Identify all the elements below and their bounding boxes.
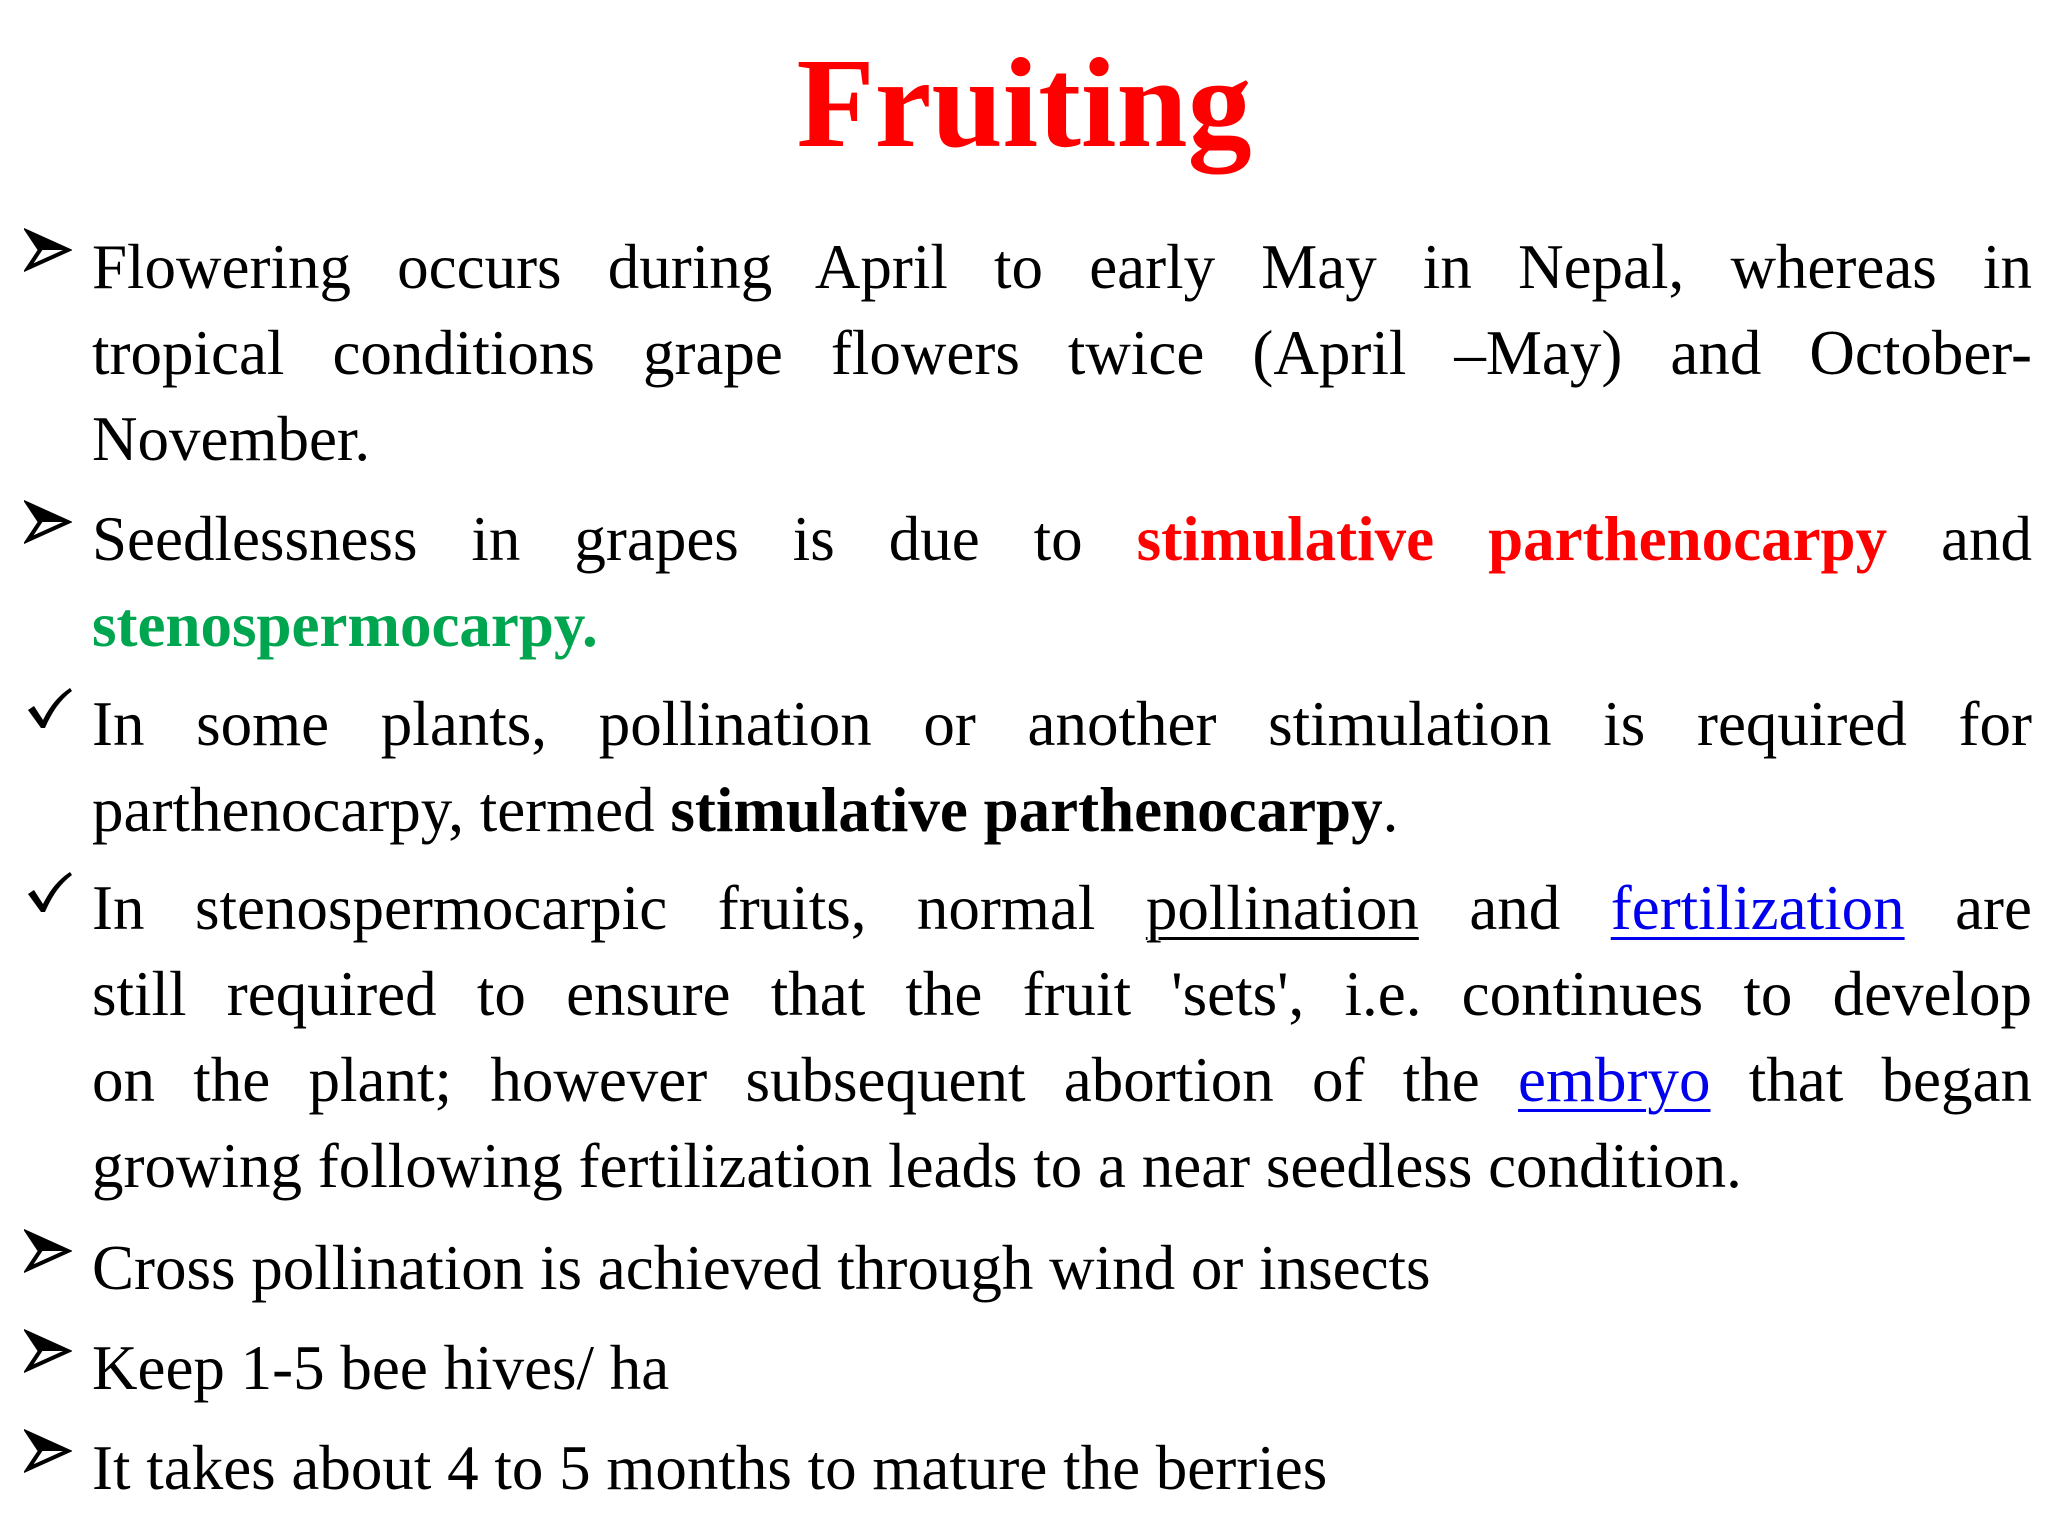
bullet-text: that began [1710,1045,2032,1115]
bullet-item [92,224,2032,482]
bullet-text-line [92,496,2032,582]
fertilization-link[interactable]: fertilization [1610,873,1905,943]
bullet-text-line: Keep 1-5 bee hives/ ha [92,1333,670,1403]
bullet-text: are [1904,873,2032,943]
bullet-item [92,681,2032,853]
bullet-item [92,865,2032,1209]
bullet-text-line [92,767,2032,853]
bullet-text-line: Flowering occurs during April to early May in Nepal, whereas in [92,232,2032,302]
bullet-text: Seedlessness in grapes is due to [92,504,1137,574]
bullet-text: . [1382,775,1399,845]
arrow-icon [24,1327,84,1375]
arrow-icon [24,498,84,546]
bullet-text: and [1887,504,2033,574]
underlined-term: pollination [1145,873,1419,943]
check-icon [24,868,84,918]
bullet-text-line: tropical conditions grape flowers twice (April –May) and October- [92,318,2032,388]
bullet-text-line [92,865,2032,951]
arrow-icon [24,226,84,274]
bullet-text-line: still required to ensure that the fruit 'sets', i.e. continues to develop [92,959,2032,1029]
bullet-text-line: November. [92,404,371,474]
highlight-term-red: stimulative parthenocarpy [1136,504,1888,574]
bold-term: stimulative parthenocarpy [670,775,1383,845]
bullet-text-line: Cross pollination is achieved through wind or insects [92,1233,1431,1303]
arrow-icon [24,1427,84,1475]
slide-title: Fruiting [796,32,1252,174]
bullet-text-line [92,1037,2032,1123]
highlight-term-green: stenospermocarpy. [92,590,598,660]
bullet-text: on the plant; however subsequent abortion of the [92,1045,1519,1115]
bullet-text: and [1418,873,1611,943]
bullet-text-line: growing following fertilization leads to a near seedless condition. [92,1131,1742,1201]
arrow-icon [24,1227,84,1275]
check-icon [24,684,84,734]
bullet-item [92,496,2032,668]
bullet-item [92,1325,2032,1411]
bullet-item [92,1225,2032,1311]
bullet-text: In stenospermocarpic fruits, normal [92,873,1146,943]
bullet-item [92,1425,2032,1511]
bullet-text-line: In some plants, pollination or another stimulation is required for [92,689,2032,759]
bullet-text-line: It takes about 4 to 5 months to mature the berries [92,1433,1328,1503]
bullet-text: parthenocarpy, termed [92,775,671,845]
embryo-link[interactable]: embryo [1518,1045,1711,1115]
